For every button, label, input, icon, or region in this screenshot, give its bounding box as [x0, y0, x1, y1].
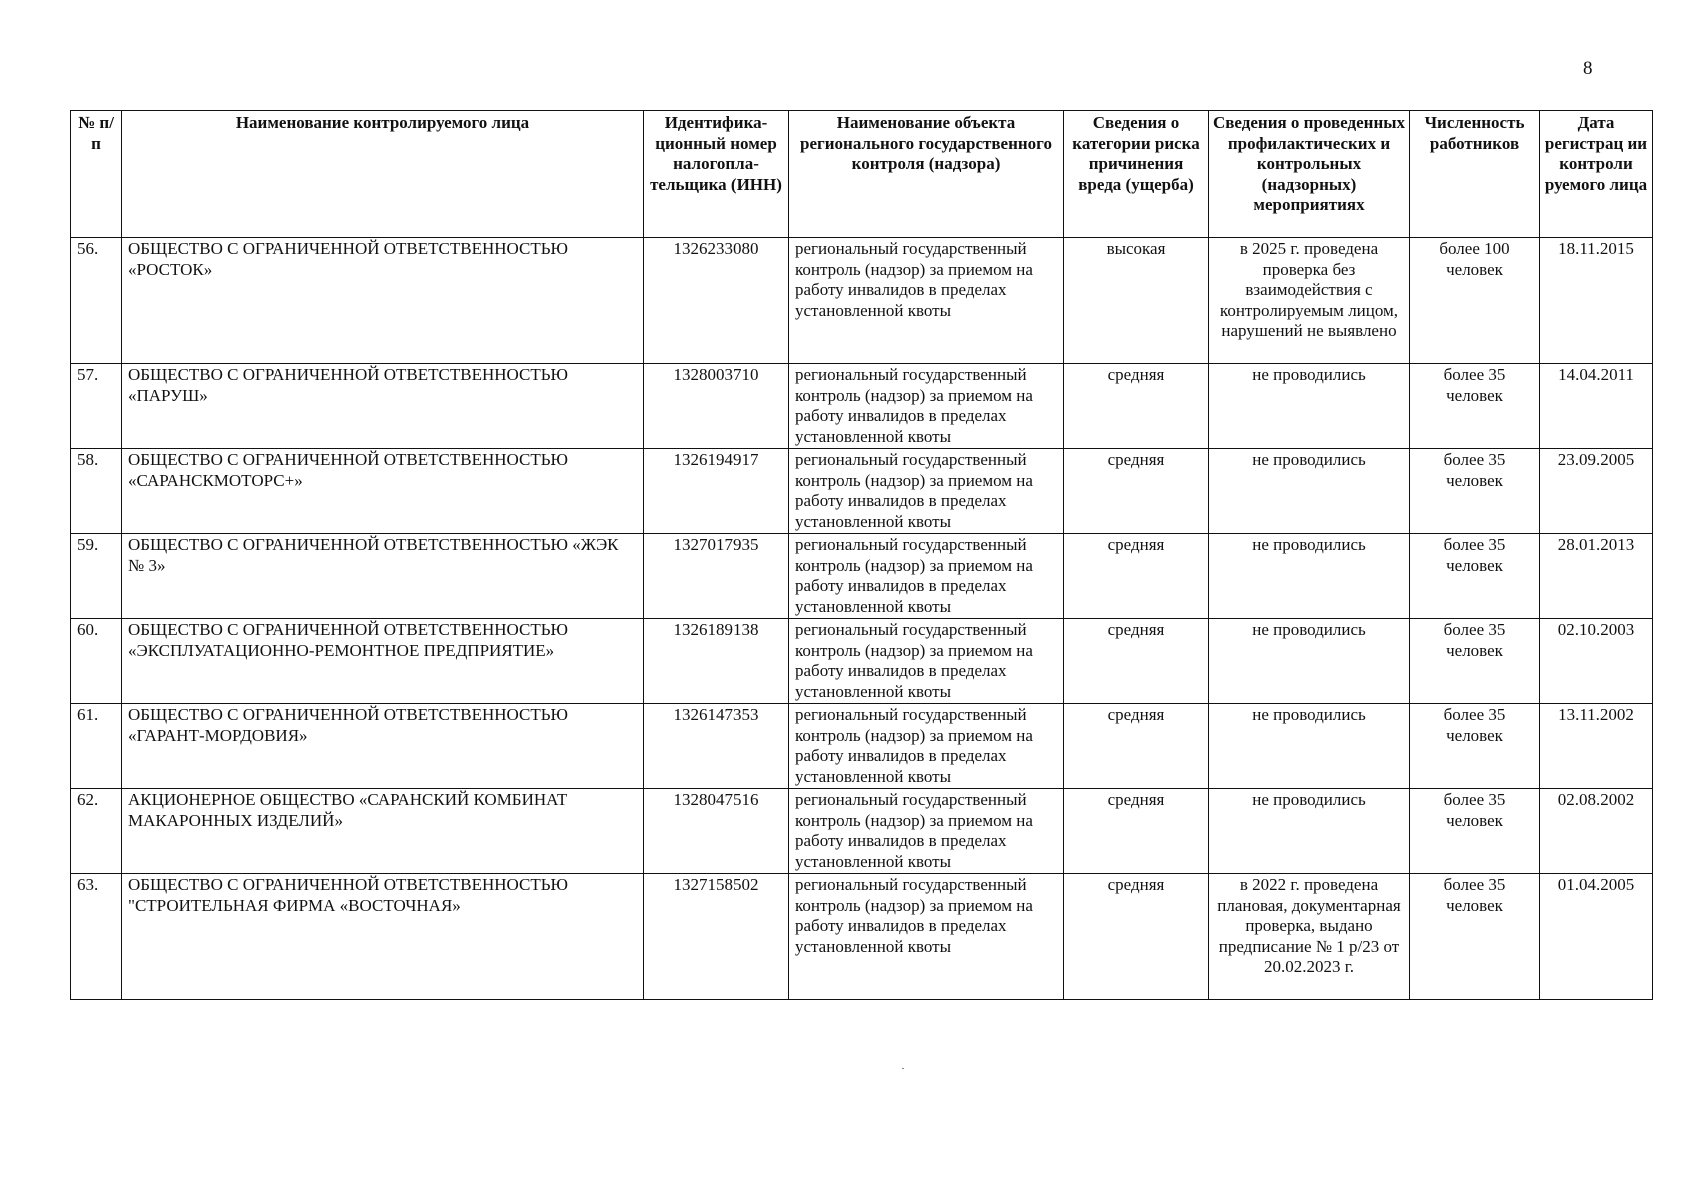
cell-inn: 1326147353 — [644, 704, 789, 789]
registry-table — [70, 110, 1653, 1000]
table-row — [71, 364, 1653, 449]
table-row — [71, 704, 1653, 789]
cell-risk: средняя — [1064, 364, 1209, 449]
cell-object: региональный государственный контроль (надзор) за приемом на работу инвалидов в пределах установленной квоты — [789, 789, 1064, 874]
cell-staff: более 35 человек — [1410, 364, 1540, 449]
header-object: Наименование объекта регионального государственного контроля (надзора) — [789, 111, 1064, 238]
cell-name: ОБЩЕСТВО С ОГРАНИЧЕННОЙ ОТВЕТСТВЕННОСТЬЮ «ЭКСПЛУАТАЦИОННО-РЕМОНТНОЕ ПРЕДПРИЯТИЕ» — [122, 619, 644, 704]
cell-risk: средняя — [1064, 874, 1209, 1000]
cell-object: региональный государственный контроль (надзор) за приемом на работу инвалидов в пределах установленной квоты — [789, 364, 1064, 449]
cell-risk: средняя — [1064, 534, 1209, 619]
table-row — [71, 789, 1653, 874]
cell-name: ОБЩЕСТВО С ОГРАНИЧЕННОЙ ОТВЕТСТВЕННОСТЬЮ "СТРОИТЕЛЬНАЯ ФИРМА «ВОСТОЧНАЯ» — [122, 874, 644, 1000]
cell-object: региональный государственный контроль (надзор) за приемом на работу инвалидов в пределах установленной квоты — [789, 534, 1064, 619]
cell-num: 56. — [71, 238, 122, 364]
cell-name: ОБЩЕСТВО С ОГРАНИЧЕННОЙ ОТВЕТСТВЕННОСТЬЮ «САРАНСКМОТОРС+» — [122, 449, 644, 534]
cell-events: не проводились — [1209, 789, 1410, 874]
header-events: Сведения о проведенных профилактических и контрольных (надзорных) мероприятиях — [1209, 111, 1410, 238]
header-num: № п/п — [71, 111, 122, 238]
scan-speck — [902, 1068, 904, 1069]
cell-num: 63. — [71, 874, 122, 1000]
cell-events: в 2025 г. проведена проверка без взаимодействия с контролируемым лицом, нарушений не выявлено — [1209, 238, 1410, 364]
cell-staff: более 35 человек — [1410, 874, 1540, 1000]
cell-date: 28.01.2013 — [1540, 534, 1653, 619]
cell-object: региональный государственный контроль (надзор) за приемом на работу инвалидов в пределах установленной квоты — [789, 238, 1064, 364]
cell-inn: 1326233080 — [644, 238, 789, 364]
table-row — [71, 238, 1653, 364]
cell-risk: средняя — [1064, 449, 1209, 534]
cell-risk: высокая — [1064, 238, 1209, 364]
page-number: 8 — [1583, 58, 1593, 79]
cell-name: ОБЩЕСТВО С ОГРАНИЧЕННОЙ ОТВЕТСТВЕННОСТЬЮ «ГАРАНТ-МОРДОВИЯ» — [122, 704, 644, 789]
cell-staff: более 35 человек — [1410, 449, 1540, 534]
cell-staff: более 35 человек — [1410, 619, 1540, 704]
cell-inn: 1327158502 — [644, 874, 789, 1000]
cell-date: 14.04.2011 — [1540, 364, 1653, 449]
cell-name: ОБЩЕСТВО С ОГРАНИЧЕННОЙ ОТВЕТСТВЕННОСТЬЮ «РОСТОК» — [122, 238, 644, 364]
cell-num: 58. — [71, 449, 122, 534]
header-date: Дата регистрац ии контроли руемого лица — [1540, 111, 1653, 238]
cell-object: региональный государственный контроль (надзор) за приемом на работу инвалидов в пределах установленной квоты — [789, 619, 1064, 704]
cell-staff: более 100 человек — [1410, 238, 1540, 364]
cell-object: региональный государственный контроль (надзор) за приемом на работу инвалидов в пределах установленной квоты — [789, 874, 1064, 1000]
cell-events: не проводились — [1209, 619, 1410, 704]
cell-name: АКЦИОНЕРНОЕ ОБЩЕСТВО «САРАНСКИЙ КОМБИНАТ МАКАРОННЫХ ИЗДЕЛИЙ» — [122, 789, 644, 874]
table-row — [71, 619, 1653, 704]
header-risk: Сведения о категории риска причинения вреда (ущерба) — [1064, 111, 1209, 238]
cell-date: 23.09.2005 — [1540, 449, 1653, 534]
header-inn: Идентифика-ционный номер налогопла-тельщика (ИНН) — [644, 111, 789, 238]
cell-date: 13.11.2002 — [1540, 704, 1653, 789]
cell-num: 57. — [71, 364, 122, 449]
table-row — [71, 534, 1653, 619]
cell-date: 01.04.2005 — [1540, 874, 1653, 1000]
cell-events: не проводились — [1209, 534, 1410, 619]
header-staff: Численность работников — [1410, 111, 1540, 238]
header-name: Наименование контролируемого лица — [122, 111, 644, 238]
cell-inn: 1328003710 — [644, 364, 789, 449]
cell-inn: 1327017935 — [644, 534, 789, 619]
cell-staff: более 35 человек — [1410, 534, 1540, 619]
cell-num: 59. — [71, 534, 122, 619]
cell-events: в 2022 г. проведена плановая, документарная проверка, выдано предписание № 1 р/23 от 20.02.2023 г. — [1209, 874, 1410, 1000]
cell-risk: средняя — [1064, 704, 1209, 789]
cell-date: 18.11.2015 — [1540, 238, 1653, 364]
cell-date: 02.08.2002 — [1540, 789, 1653, 874]
cell-num: 61. — [71, 704, 122, 789]
table-row — [71, 874, 1653, 1000]
table-header-row — [71, 111, 1653, 238]
cell-num: 60. — [71, 619, 122, 704]
cell-num: 62. — [71, 789, 122, 874]
table-row — [71, 449, 1653, 534]
cell-risk: средняя — [1064, 789, 1209, 874]
cell-staff: более 35 человек — [1410, 789, 1540, 874]
cell-events: не проводились — [1209, 704, 1410, 789]
cell-events: не проводились — [1209, 449, 1410, 534]
cell-inn: 1326189138 — [644, 619, 789, 704]
cell-date: 02.10.2003 — [1540, 619, 1653, 704]
cell-events: не проводились — [1209, 364, 1410, 449]
cell-inn: 1328047516 — [644, 789, 789, 874]
cell-object: региональный государственный контроль (надзор) за приемом на работу инвалидов в пределах установленной квоты — [789, 449, 1064, 534]
cell-name: ОБЩЕСТВО С ОГРАНИЧЕННОЙ ОТВЕТСТВЕННОСТЬЮ «ПАРУШ» — [122, 364, 644, 449]
cell-risk: средняя — [1064, 619, 1209, 704]
cell-object: региональный государственный контроль (надзор) за приемом на работу инвалидов в пределах установленной квоты — [789, 704, 1064, 789]
cell-inn: 1326194917 — [644, 449, 789, 534]
cell-staff: более 35 человек — [1410, 704, 1540, 789]
cell-name: ОБЩЕСТВО С ОГРАНИЧЕННОЙ ОТВЕТСТВЕННОСТЬЮ «ЖЭК № 3» — [122, 534, 644, 619]
